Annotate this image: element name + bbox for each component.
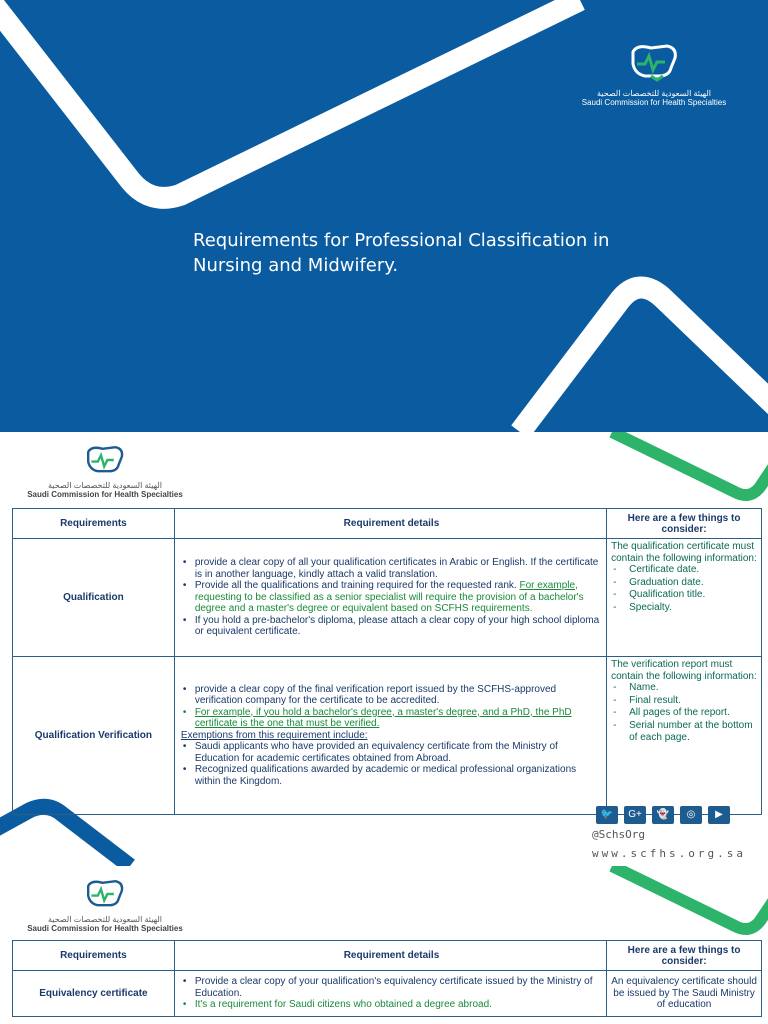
scfhs-logo (574, 42, 734, 107)
requirement-name: Equivalency certificate (13, 971, 175, 1017)
consider-intro: The verification report must contain the following information: (611, 659, 757, 682)
example-link: For example (519, 580, 576, 592)
social-handle[interactable]: @SchsOrg (592, 828, 645, 841)
twitter-icon[interactable]: 🐦 (596, 806, 618, 824)
requirements-table (12, 508, 762, 815)
instagram-icon[interactable]: ◎ (680, 806, 702, 824)
list-item: • It's a requirement for Saudi citizens who obtained a degree abroad. (181, 999, 602, 1011)
requirement-details (174, 971, 606, 1017)
requirement-details (174, 657, 606, 815)
scfhs-logo-icon (627, 42, 681, 82)
google-plus-icon[interactable]: G+ (624, 806, 646, 824)
scfhs-logo (20, 878, 190, 933)
header-consider: Here are a few things to consider: (607, 509, 762, 539)
list-item: • Provide all the qualifications and training required for the requested rank. For example, requesting to be classified as a senior specialist will require the provision of a bachelor's degree and a master's degree or equivalent based on SCFHS requirements. (181, 580, 602, 615)
header-requirements: Requirements (13, 941, 175, 971)
table-row (13, 971, 762, 1017)
scfhs-logo-icon (78, 444, 132, 476)
list-item: • If you hold a pre-bachelor's diploma, please attach a clear copy of your high school diploma or equivalent certificate. (181, 615, 602, 638)
list-item: - All pages of the report. (611, 707, 757, 720)
requirement-details (174, 539, 606, 657)
list-item: - Graduation date. (611, 577, 757, 590)
header-requirements: Requirements (13, 509, 175, 539)
snapchat-icon[interactable]: 👻 (652, 806, 674, 824)
list-item: - Final result. (611, 695, 757, 708)
table-header-row (13, 941, 762, 971)
scfhs-logo-icon (78, 878, 132, 910)
requirements-slide-2 (0, 866, 768, 1024)
requirements-table (12, 940, 762, 1017)
list-item: • provide a clear copy of the final verification report issued by the SCFHS-approved verification company for the certificate to be accredited. (181, 684, 602, 707)
title-slide (0, 0, 768, 432)
youtube-icon[interactable]: ▶ (708, 806, 730, 824)
header-consider: Here are a few things to consider: (607, 941, 762, 971)
list-item: • Recognized qualifications awarded by academic or medical professional organizations within the Kingdom. (181, 764, 602, 787)
header-requirement-details: Requirement details (174, 941, 606, 971)
consider-cell: An equivalency certificate should be issued by The Saudi Ministry of education (607, 971, 762, 1017)
consider-cell (607, 539, 762, 657)
header-requirement-details: Requirement details (174, 509, 606, 539)
table-row (13, 657, 762, 815)
list-item: - Specialty. (611, 602, 757, 615)
social-links (592, 806, 762, 860)
logo-arabic-text: الهيئة السعودية للتخصصات الصحية (48, 481, 162, 490)
logo-english-text: Saudi Commission for Health Specialties (27, 490, 183, 499)
list-item: - Name. (611, 682, 757, 695)
list-item: • provide a clear copy of all your qualification certificates in Arabic or English. If the certificate is in another language, kindly attach a valid translation. (181, 557, 602, 580)
list-item: • For example, if you hold a bachelor's degree, a master's degree, and a PhD, the PhD certificate is the one that must be verified. (181, 707, 602, 730)
table-header-row (13, 509, 762, 539)
consider-cell (607, 657, 762, 815)
list-item: - Qualification title. (611, 589, 757, 602)
list-item: • Provide a clear copy of your qualification's equivalency certificate issued by the Ministry of Education. (181, 976, 602, 999)
logo-english-text: Saudi Commission for Health Specialties (581, 98, 727, 107)
requirements-slide-1 (0, 432, 768, 866)
website-link[interactable]: www.scfhs.org.sa (592, 847, 746, 860)
logo-english-text: Saudi Commission for Health Specialties (27, 924, 183, 933)
requirement-name: Qualification (13, 539, 175, 657)
list-item: - Serial number at the bottom of each page. (611, 720, 757, 745)
logo-arabic-text: الهيئة السعودية للتخصصات الصحية (48, 915, 162, 924)
list-item: • Saudi applicants who have provided an equivalency certificate from the Ministry of Education for academic certificates obtained from Abroad. (181, 741, 602, 764)
list-item: - Certificate date. (611, 564, 757, 577)
requirement-name: Qualification Verification (13, 657, 175, 815)
exemptions-label: Exemptions from this requirement include: (180, 729, 368, 741)
slide-title: Requirements for Professional Classification in Nursing and Midwifery. (193, 230, 610, 276)
consider-intro: The qualification certificate must contain the following information: (611, 541, 757, 564)
logo-arabic-text: الهيئة السعودية للتخصصات الصحية (597, 89, 711, 98)
scfhs-logo (20, 444, 190, 499)
table-row (13, 539, 762, 657)
